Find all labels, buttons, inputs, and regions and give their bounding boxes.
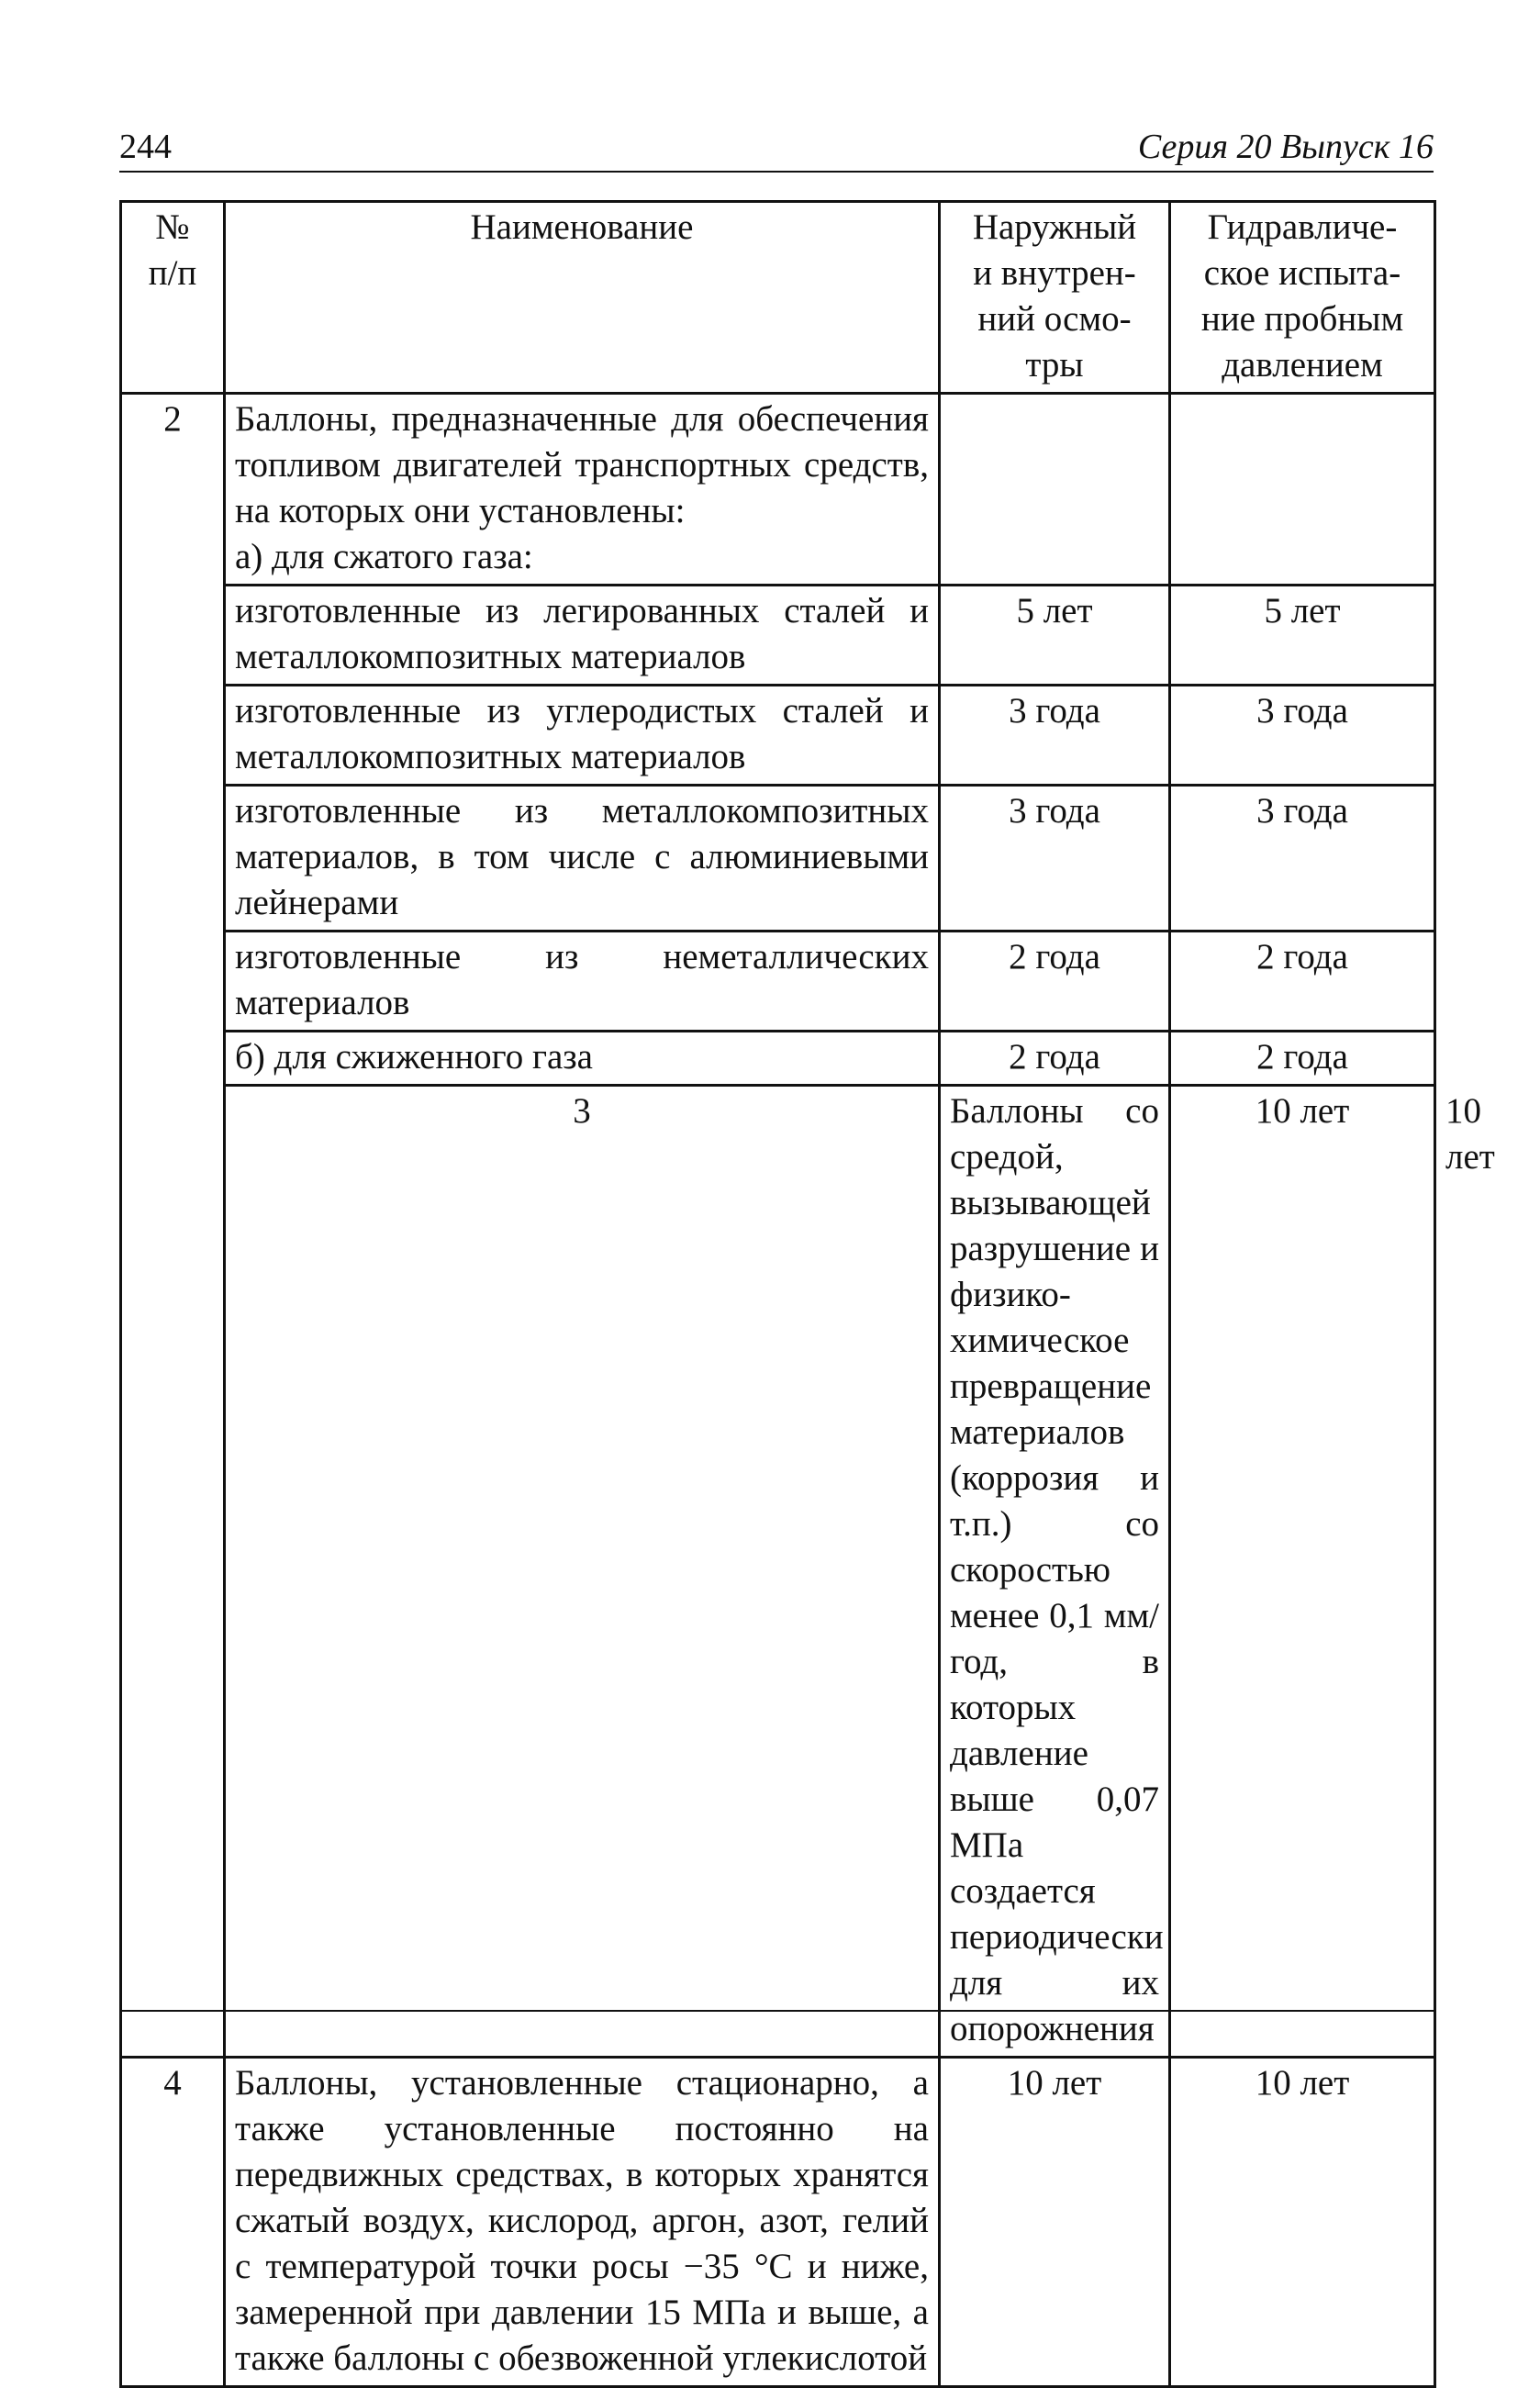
column-header-external xyxy=(940,202,1170,394)
column-header-number xyxy=(121,202,225,394)
cell-external: 3 года xyxy=(940,686,1170,786)
page-number: 244 xyxy=(119,128,172,166)
row-sub-b-name: б) для сжиженного газа xyxy=(225,1032,940,1086)
column-header-hydraulic-line: давлением xyxy=(1222,345,1383,385)
row-number: 4 xyxy=(121,2058,225,2387)
column-header-external-line: тры xyxy=(1025,345,1084,385)
row-name xyxy=(225,394,940,586)
row-sub-name: изготовленные из неметаллических материалов xyxy=(225,932,940,1032)
row-sub-name: изготовленные из легированных сталей и металлокомпозитных материалов xyxy=(225,586,940,686)
row-number: 3 xyxy=(225,1086,940,2058)
cell-external: 2 года xyxy=(940,1032,1170,1086)
column-header-hydraulic-line: ское испыта- xyxy=(1203,253,1401,293)
row-number: 2 xyxy=(121,394,225,2058)
row-sub-name: изготовленные из металлокомпозитных материалов, в том числе с алюминиевыми лейнерами xyxy=(225,786,940,932)
table-row xyxy=(121,1032,1435,1086)
inspection-table xyxy=(119,200,1495,2388)
cell-external: 10 лет xyxy=(1170,1086,1435,2058)
column-header-name: Наименование xyxy=(225,202,940,394)
table-header-row xyxy=(121,202,1435,394)
cell-external: 2 года xyxy=(940,932,1170,1032)
cell-external: 3 года xyxy=(940,786,1170,932)
cell-hydraulic: 3 года xyxy=(1170,786,1435,932)
column-header-external-line: и внутрен- xyxy=(973,253,1136,293)
row-sub-name: изготовленные из углеродистых сталей и металлокомпозитных материалов xyxy=(225,686,940,786)
table-row xyxy=(121,686,1435,786)
row-name: Баллоны, установленные стационарно, а также установленные постоянно на передвижных средствах, в которых хранятся сжатый воздух, кислород, аргон, азот, гелий с температурой точки росы −35 °С и ниже, замеренной при давлении 15 МПа и выше, а также баллоны с обезвоженной углекислотой xyxy=(225,2058,940,2387)
cell-hydraulic: 10 лет xyxy=(1170,2058,1435,2387)
cell-external xyxy=(940,394,1170,586)
cell-hydraulic: 2 года xyxy=(1170,932,1435,1032)
column-header-number-line: п/п xyxy=(148,253,197,293)
table-row xyxy=(121,2058,1435,2387)
cell-external: 5 лет xyxy=(940,586,1170,686)
table-row: 3 Баллоны со средой, вызывающей разрушение и физико-химическое превращение материалов (коррозия и т.п.) со скоростью менее 0,1 мм/год, в которых давление выше 0,07 МПа создается периодически для их опорожнения 10 лет 10 лет xyxy=(121,1086,1435,2058)
cell-external: 10 лет xyxy=(940,2058,1170,2387)
column-header-hydraulic-line: ние пробным xyxy=(1200,299,1404,339)
column-header-external-line: ний осмо- xyxy=(977,299,1132,339)
table-row xyxy=(121,394,1435,586)
row-name-text: Баллоны, предназначенные для обеспечения топливом двигателей транспортных средств, на которых они установлены: xyxy=(235,399,929,530)
cell-hydraulic: 5 лет xyxy=(1170,586,1435,686)
column-header-number-line: № xyxy=(155,207,190,247)
series-title: Серия 20 Выпуск 16 xyxy=(1137,128,1434,166)
cell-hydraulic xyxy=(1170,394,1435,586)
bottom-rule xyxy=(119,2010,1434,2012)
table-row xyxy=(121,932,1435,1032)
column-header-hydraulic-line: Гидравличе- xyxy=(1207,207,1398,247)
table-row xyxy=(121,786,1435,932)
cell-hydraulic: 2 года xyxy=(1170,1032,1435,1086)
sub-a-label: а) для сжатого газа: xyxy=(235,537,533,576)
column-header-hydraulic xyxy=(1170,202,1435,394)
page-header xyxy=(119,119,1434,173)
column-header-external-line: Наружный xyxy=(972,207,1137,247)
cell-hydraulic: 3 года xyxy=(1170,686,1435,786)
row-name: Баллоны со средой, вызывающей разрушение и физико-химическое превращение материалов (коррозия и т.п.) со скоростью менее 0,1 мм/год, в которых давление выше 0,07 МПа создается периодически для их опорожнения xyxy=(940,1086,1170,2058)
table-row xyxy=(121,586,1435,686)
